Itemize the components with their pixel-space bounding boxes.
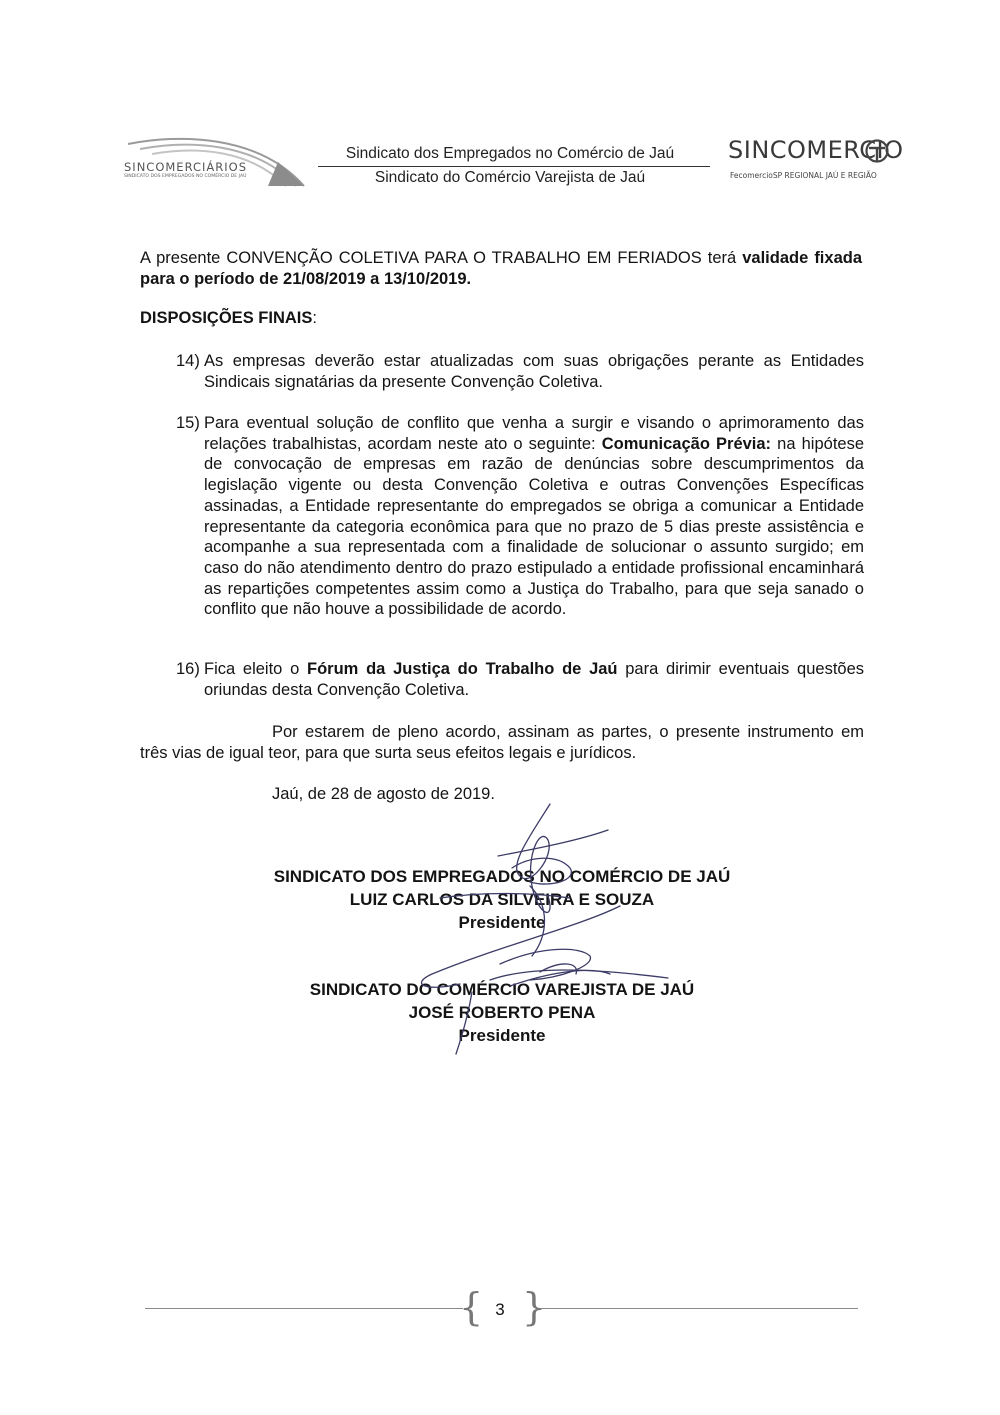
section-heading-text: DISPOSIÇÕES FINAIS xyxy=(140,309,313,327)
signature-name: LUIZ CARLOS DA SILVEIRA E SOUZA xyxy=(349,890,655,909)
clause-number: 14) xyxy=(176,352,200,370)
clause-bold-term: Fórum da Justiça do Trabalho de Jaú xyxy=(307,660,618,678)
section-heading xyxy=(140,309,317,328)
sincomercio-logo xyxy=(728,136,904,186)
intro-validity: validade fixada para o período de 21/08/2019 a 13/10/2019. xyxy=(140,249,863,288)
logo-subtitle: FecomercioSP REGIONAL JAÚ E REGIÃO xyxy=(730,171,877,180)
clause-text-part: para dirimir eventuais questões oriundas desta Convenção Coletiva. xyxy=(204,660,865,699)
signature-block-2 xyxy=(140,978,864,1047)
section-heading-colon: : xyxy=(312,309,317,327)
clause-text-part: Para eventual solução de conflito que venha a surgir e visando o aprimoramento das relações trabalhistas, acordam neste ato o seguinte: xyxy=(204,414,864,453)
footer-rule-right xyxy=(540,1308,858,1309)
signature-name: JOSÉ ROBERTO PENA xyxy=(408,1003,596,1022)
intro-paragraph xyxy=(140,248,862,290)
logo-subtitle: SINDICATO DOS EMPREGADOS NO COMÉRCIO DE JAÚ xyxy=(124,174,247,179)
clause-15 xyxy=(176,413,864,620)
header-divider xyxy=(318,166,710,167)
signature-organization: SINDICATO DOS EMPREGADOS NO COMÉRCIO DE JAÚ xyxy=(273,867,731,886)
clause-text: As empresas deverão estar atualizadas com suas obrigações perante as Entidades Sindicais signatárias da presente Convenção Coletiva. xyxy=(204,352,864,391)
document-date: Jaú, de 28 de agosto de 2019. xyxy=(272,785,495,803)
right-brace-icon: } xyxy=(522,1285,547,1329)
clause-text-part: na hipótese de convocação de empresas em razão de denúncias sobre descumprimentos da legislação vigente ou desta Convenção Coletiva e outras Convenções Específicas assinadas, a Entidade representante do empregados se obriga a comunicar a Entidade representante da categoria econômica para que no prazo de 5 dias preste assistência e acompanhe a sua representada com a finalidade de solucionar o assunto surgido; em caso do não atendimento dentro do prazo estipulado a entidade profissional encaminhará as repartições competentes assim como a Justiça do Trabalho, para que seja sanado o conflito que não houve a possibilidade de acordo. xyxy=(204,434,865,619)
signature-role: Presidente xyxy=(458,913,546,932)
clause-bold-term: Comunicação Prévia: xyxy=(601,434,772,453)
page-number: 3 xyxy=(495,1300,505,1319)
signature-organization: SINDICATO DO COMÉRCIO VAREJISTA DE JAÚ xyxy=(309,980,695,999)
sincomerciarios-logo xyxy=(118,132,308,190)
clause-text-part: Fica eleito o xyxy=(204,660,308,678)
signature-role: Presidente xyxy=(458,1026,546,1045)
clause-text xyxy=(204,659,864,700)
left-brace-icon: { xyxy=(459,1285,484,1329)
logo-text: SINCOMERCIÁRIOS xyxy=(124,160,248,174)
intro-text: A presente CONVENÇÃO COLETIVA PARA O TRABALHO EM FERIADOS terá xyxy=(140,249,743,267)
clause-16 xyxy=(176,659,864,700)
sincomercio-mark-icon xyxy=(865,139,889,163)
footer-rule-left xyxy=(145,1308,463,1309)
clause-14 xyxy=(176,351,864,392)
clause-text xyxy=(204,413,864,620)
logo-text: SINCOMERCIO xyxy=(728,136,904,164)
header-title-1: Sindicato dos Empregados no Comércio de Jaú xyxy=(345,145,675,162)
header-title-2: Sindicato do Comércio Varejista de Jaú xyxy=(374,169,646,186)
signature-block-1 xyxy=(140,865,864,934)
closing-paragraph: Por estarem de pleno acordo, assinam as partes, o presente instrumento em três vias de igual teor, para que surta seus efeitos legais e jurídicos. xyxy=(140,723,864,762)
clause-number: 15) xyxy=(176,414,200,432)
clause-number: 16) xyxy=(176,660,200,678)
